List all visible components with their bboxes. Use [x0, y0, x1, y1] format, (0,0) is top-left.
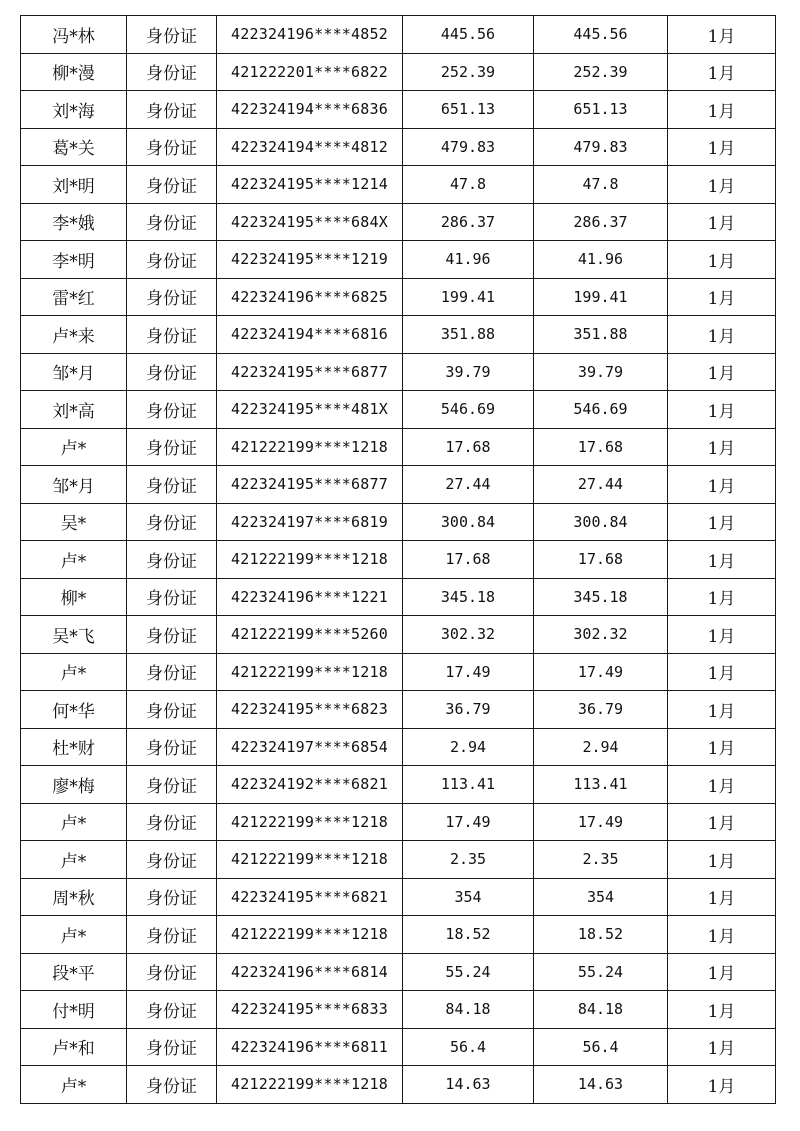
cell-amount: 445.56: [403, 16, 534, 54]
cell-name: 李*娥: [21, 203, 127, 241]
cell-amount-paid: 27.44: [534, 466, 668, 504]
cell-amount-paid: 17.68: [534, 428, 668, 466]
cell-month: 1月: [668, 166, 776, 204]
cell-id-type: 身份证: [127, 53, 217, 91]
cell-amount: 2.94: [403, 728, 534, 766]
cell-month: 1月: [668, 203, 776, 241]
table-row: [21, 653, 776, 691]
cell-month: 1月: [668, 16, 776, 54]
cell-month: 1月: [668, 91, 776, 129]
cell-id-type: 身份证: [127, 1028, 217, 1066]
cell-amount: 651.13: [403, 91, 534, 129]
subsidy-table: [20, 15, 776, 1104]
table-row: [21, 878, 776, 916]
cell-amount: 17.68: [403, 541, 534, 579]
cell-id-type: 身份证: [127, 616, 217, 654]
cell-month: 1月: [668, 53, 776, 91]
cell-amount-paid: 47.8: [534, 166, 668, 204]
table-row: [21, 353, 776, 391]
table-row: [21, 991, 776, 1029]
cell-id-number: 422324197****6819: [217, 503, 403, 541]
cell-id-number: 422324195****6833: [217, 991, 403, 1029]
cell-month: 1月: [668, 1066, 776, 1104]
cell-name: 雷*红: [21, 278, 127, 316]
cell-id-number: 422324196****6825: [217, 278, 403, 316]
cell-month: 1月: [668, 653, 776, 691]
table-row: [21, 241, 776, 279]
cell-id-type: 身份证: [127, 953, 217, 991]
cell-amount: 345.18: [403, 578, 534, 616]
cell-id-type: 身份证: [127, 428, 217, 466]
cell-month: 1月: [668, 503, 776, 541]
cell-name: 葛*关: [21, 128, 127, 166]
cell-month: 1月: [668, 1028, 776, 1066]
table-row: [21, 466, 776, 504]
cell-amount-paid: 56.4: [534, 1028, 668, 1066]
cell-month: 1月: [668, 128, 776, 166]
cell-id-number: 422324195****6877: [217, 353, 403, 391]
table-row: [21, 616, 776, 654]
cell-amount-paid: 17.68: [534, 541, 668, 579]
cell-amount: 14.63: [403, 1066, 534, 1104]
cell-amount: 113.41: [403, 766, 534, 804]
cell-amount: 17.68: [403, 428, 534, 466]
table-row: [21, 803, 776, 841]
table-row: [21, 428, 776, 466]
cell-amount: 479.83: [403, 128, 534, 166]
cell-month: 1月: [668, 803, 776, 841]
cell-id-type: 身份证: [127, 503, 217, 541]
cell-id-type: 身份证: [127, 916, 217, 954]
cell-name: 杜*财: [21, 728, 127, 766]
cell-month: 1月: [668, 428, 776, 466]
cell-id-type: 身份证: [127, 728, 217, 766]
cell-month: 1月: [668, 241, 776, 279]
cell-month: 1月: [668, 953, 776, 991]
cell-name: 段*平: [21, 953, 127, 991]
cell-id-type: 身份证: [127, 691, 217, 729]
table-row: [21, 841, 776, 879]
cell-month: 1月: [668, 841, 776, 879]
cell-id-type: 身份证: [127, 203, 217, 241]
cell-month: 1月: [668, 991, 776, 1029]
cell-id-number: 422324192****6821: [217, 766, 403, 804]
cell-id-type: 身份证: [127, 878, 217, 916]
cell-amount-paid: 252.39: [534, 53, 668, 91]
cell-month: 1月: [668, 878, 776, 916]
cell-id-number: 422324196****4852: [217, 16, 403, 54]
cell-amount: 286.37: [403, 203, 534, 241]
cell-name: 付*明: [21, 991, 127, 1029]
cell-month: 1月: [668, 766, 776, 804]
cell-name: 邹*月: [21, 466, 127, 504]
cell-amount-paid: 17.49: [534, 803, 668, 841]
cell-amount: 17.49: [403, 803, 534, 841]
cell-amount: 18.52: [403, 916, 534, 954]
cell-amount-paid: 302.32: [534, 616, 668, 654]
cell-id-type: 身份证: [127, 653, 217, 691]
cell-month: 1月: [668, 916, 776, 954]
cell-amount: 300.84: [403, 503, 534, 541]
table-row: [21, 1028, 776, 1066]
cell-id-type: 身份证: [127, 841, 217, 879]
cell-month: 1月: [668, 728, 776, 766]
cell-amount: 47.8: [403, 166, 534, 204]
cell-name: 卢*: [21, 1066, 127, 1104]
cell-name: 卢*: [21, 803, 127, 841]
cell-month: 1月: [668, 578, 776, 616]
cell-name: 廖*梅: [21, 766, 127, 804]
cell-amount-paid: 41.96: [534, 241, 668, 279]
cell-amount: 351.88: [403, 316, 534, 354]
table-row: [21, 91, 776, 129]
cell-name: 卢*: [21, 428, 127, 466]
cell-amount-paid: 286.37: [534, 203, 668, 241]
cell-month: 1月: [668, 691, 776, 729]
cell-id-number: 422324197****6854: [217, 728, 403, 766]
cell-id-type: 身份证: [127, 91, 217, 129]
table-row: [21, 316, 776, 354]
cell-month: 1月: [668, 541, 776, 579]
cell-amount: 39.79: [403, 353, 534, 391]
cell-amount-paid: 36.79: [534, 691, 668, 729]
cell-name: 卢*和: [21, 1028, 127, 1066]
cell-id-type: 身份证: [127, 541, 217, 579]
cell-id-type: 身份证: [127, 578, 217, 616]
cell-amount: 41.96: [403, 241, 534, 279]
cell-id-number: 422324195****1214: [217, 166, 403, 204]
cell-name: 刘*高: [21, 391, 127, 429]
cell-id-type: 身份证: [127, 991, 217, 1029]
cell-id-type: 身份证: [127, 166, 217, 204]
cell-name: 吴*飞: [21, 616, 127, 654]
cell-id-number: 421222199****1218: [217, 841, 403, 879]
cell-amount-paid: 17.49: [534, 653, 668, 691]
cell-amount-paid: 300.84: [534, 503, 668, 541]
cell-month: 1月: [668, 353, 776, 391]
cell-name: 卢*: [21, 916, 127, 954]
cell-id-number: 421222199****1218: [217, 653, 403, 691]
cell-id-number: 422324195****6821: [217, 878, 403, 916]
table-row: [21, 578, 776, 616]
table-row: [21, 916, 776, 954]
cell-amount: 27.44: [403, 466, 534, 504]
cell-id-number: 421222201****6822: [217, 53, 403, 91]
cell-month: 1月: [668, 278, 776, 316]
cell-amount: 2.35: [403, 841, 534, 879]
cell-id-type: 身份证: [127, 241, 217, 279]
cell-name: 卢*来: [21, 316, 127, 354]
cell-id-number: 422324195****1219: [217, 241, 403, 279]
cell-amount: 55.24: [403, 953, 534, 991]
cell-month: 1月: [668, 391, 776, 429]
cell-id-number: 421222199****1218: [217, 541, 403, 579]
table-row: [21, 691, 776, 729]
cell-id-number: 422324194****4812: [217, 128, 403, 166]
cell-id-type: 身份证: [127, 16, 217, 54]
cell-name: 何*华: [21, 691, 127, 729]
cell-amount-paid: 14.63: [534, 1066, 668, 1104]
cell-id-type: 身份证: [127, 1066, 217, 1104]
cell-amount: 302.32: [403, 616, 534, 654]
cell-month: 1月: [668, 466, 776, 504]
cell-amount: 17.49: [403, 653, 534, 691]
cell-amount-paid: 2.35: [534, 841, 668, 879]
cell-id-type: 身份证: [127, 128, 217, 166]
cell-amount-paid: 113.41: [534, 766, 668, 804]
cell-id-type: 身份证: [127, 353, 217, 391]
cell-amount-paid: 445.56: [534, 16, 668, 54]
cell-id-number: 422324196****6814: [217, 953, 403, 991]
cell-name: 卢*: [21, 653, 127, 691]
cell-id-number: 422324195****6877: [217, 466, 403, 504]
cell-amount: 84.18: [403, 991, 534, 1029]
cell-amount-paid: 546.69: [534, 391, 668, 429]
cell-name: 卢*: [21, 841, 127, 879]
cell-amount: 354: [403, 878, 534, 916]
table-row: [21, 53, 776, 91]
cell-id-number: 421222199****1218: [217, 916, 403, 954]
cell-amount-paid: 345.18: [534, 578, 668, 616]
cell-amount: 252.39: [403, 53, 534, 91]
cell-name: 刘*海: [21, 91, 127, 129]
cell-amount: 199.41: [403, 278, 534, 316]
table-row: [21, 766, 776, 804]
table-row: [21, 16, 776, 54]
cell-name: 冯*林: [21, 16, 127, 54]
cell-id-number: 422324195****481X: [217, 391, 403, 429]
cell-id-number: 422324196****6811: [217, 1028, 403, 1066]
table-row: [21, 728, 776, 766]
cell-month: 1月: [668, 616, 776, 654]
cell-name: 邹*月: [21, 353, 127, 391]
table-row: [21, 166, 776, 204]
cell-amount-paid: 351.88: [534, 316, 668, 354]
cell-amount: 546.69: [403, 391, 534, 429]
table-row: [21, 278, 776, 316]
table-row: [21, 203, 776, 241]
cell-name: 柳*漫: [21, 53, 127, 91]
table-row: [21, 128, 776, 166]
cell-id-number: 422324195****6823: [217, 691, 403, 729]
cell-amount-paid: 84.18: [534, 991, 668, 1029]
table-row: [21, 1066, 776, 1104]
cell-id-type: 身份证: [127, 278, 217, 316]
cell-id-number: 422324195****684X: [217, 203, 403, 241]
cell-name: 李*明: [21, 241, 127, 279]
cell-id-number: 421222199****1218: [217, 1066, 403, 1104]
cell-id-type: 身份证: [127, 391, 217, 429]
cell-id-type: 身份证: [127, 466, 217, 504]
cell-amount-paid: 18.52: [534, 916, 668, 954]
cell-id-number: 422324196****1221: [217, 578, 403, 616]
cell-id-number: 421222199****5260: [217, 616, 403, 654]
cell-month: 1月: [668, 316, 776, 354]
table-row: [21, 953, 776, 991]
cell-amount: 56.4: [403, 1028, 534, 1066]
cell-amount-paid: 2.94: [534, 728, 668, 766]
table-row: [21, 541, 776, 579]
cell-id-number: 421222199****1218: [217, 803, 403, 841]
cell-id-number: 422324194****6816: [217, 316, 403, 354]
cell-amount-paid: 651.13: [534, 91, 668, 129]
cell-name: 周*秋: [21, 878, 127, 916]
table-body: [21, 16, 776, 1104]
cell-name: 卢*: [21, 541, 127, 579]
cell-amount-paid: 55.24: [534, 953, 668, 991]
cell-amount: 36.79: [403, 691, 534, 729]
cell-amount-paid: 39.79: [534, 353, 668, 391]
cell-name: 吴*: [21, 503, 127, 541]
cell-amount-paid: 479.83: [534, 128, 668, 166]
cell-name: 柳*: [21, 578, 127, 616]
cell-amount-paid: 354: [534, 878, 668, 916]
cell-name: 刘*明: [21, 166, 127, 204]
cell-id-type: 身份证: [127, 803, 217, 841]
cell-id-type: 身份证: [127, 766, 217, 804]
table-row: [21, 391, 776, 429]
cell-id-number: 422324194****6836: [217, 91, 403, 129]
cell-amount-paid: 199.41: [534, 278, 668, 316]
table-row: [21, 503, 776, 541]
cell-id-type: 身份证: [127, 316, 217, 354]
cell-id-number: 421222199****1218: [217, 428, 403, 466]
